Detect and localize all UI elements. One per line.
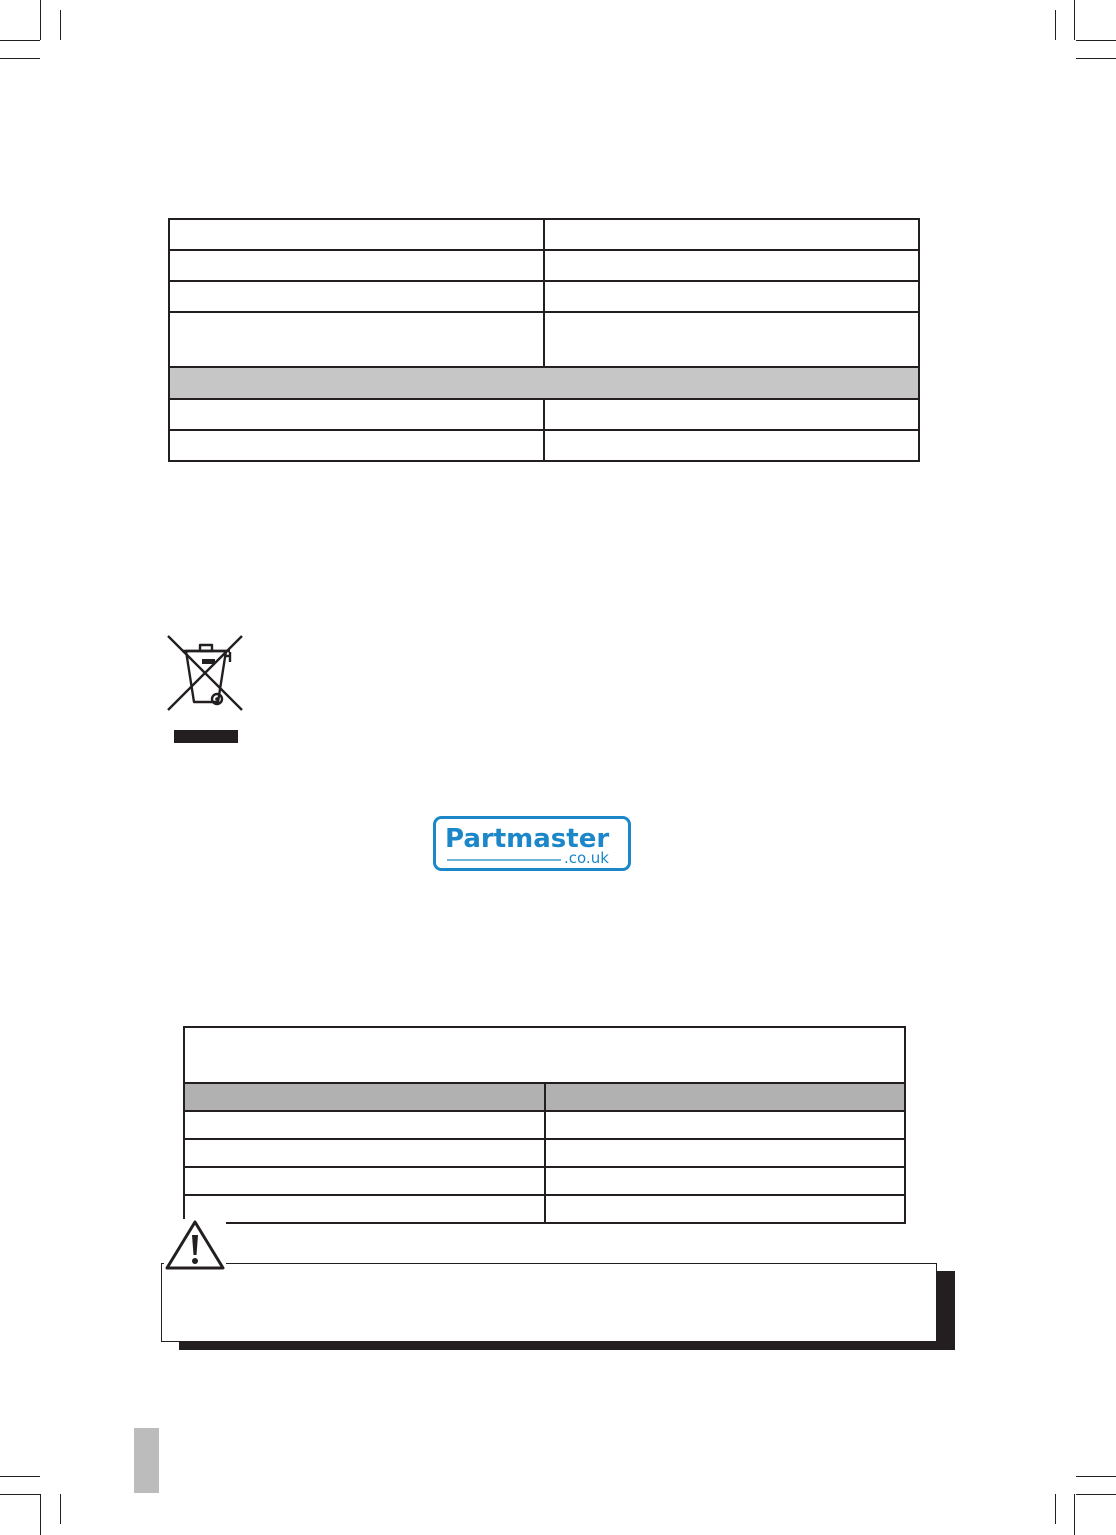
table-header-row [184, 1083, 905, 1111]
spec-value [544, 281, 919, 312]
column-header [184, 1083, 545, 1111]
table-cell [545, 1139, 906, 1167]
svg-text:.co.uk: .co.uk [564, 849, 609, 867]
table-heading-row [184, 1027, 905, 1083]
partmaster-logo [433, 816, 631, 871]
table-cell [545, 1195, 906, 1223]
spec-label [169, 219, 544, 250]
table-cell [545, 1167, 906, 1195]
spec-label [169, 281, 544, 312]
table-row [169, 250, 919, 281]
table-cell [184, 1139, 545, 1167]
svg-text:Partmaster: Partmaster [445, 824, 610, 854]
table-row [169, 281, 919, 312]
table-row [184, 1195, 905, 1223]
table-heading [184, 1027, 905, 1083]
table-cell [545, 1111, 906, 1139]
spec-value [544, 250, 919, 281]
table-section-header [169, 367, 919, 399]
table-cell [184, 1195, 545, 1223]
table-cell [184, 1167, 545, 1195]
spec-label [169, 399, 544, 430]
spec-label [169, 250, 544, 281]
page-tab [134, 1428, 159, 1493]
spec-value [544, 399, 919, 430]
table-row [184, 1167, 905, 1195]
table-row [169, 219, 919, 250]
warning-triangle-icon [164, 1219, 226, 1271]
spec-label [169, 312, 544, 367]
specification-table [168, 218, 920, 462]
section-header-cell [169, 367, 919, 399]
warning-text [162, 1264, 936, 1292]
spec-label [169, 430, 544, 461]
plug-wiring-table [183, 1026, 906, 1224]
table-row [169, 399, 919, 430]
spec-value [544, 219, 919, 250]
table-row [184, 1111, 905, 1139]
column-header [545, 1083, 906, 1111]
spec-value [544, 430, 919, 461]
crossed-out-wheelie-bin-icon [164, 632, 246, 746]
spec-value [544, 312, 919, 367]
table-cell [184, 1111, 545, 1139]
table-row [169, 430, 919, 461]
table-row [169, 312, 919, 367]
warning-box [161, 1263, 937, 1342]
table-row [184, 1139, 905, 1167]
